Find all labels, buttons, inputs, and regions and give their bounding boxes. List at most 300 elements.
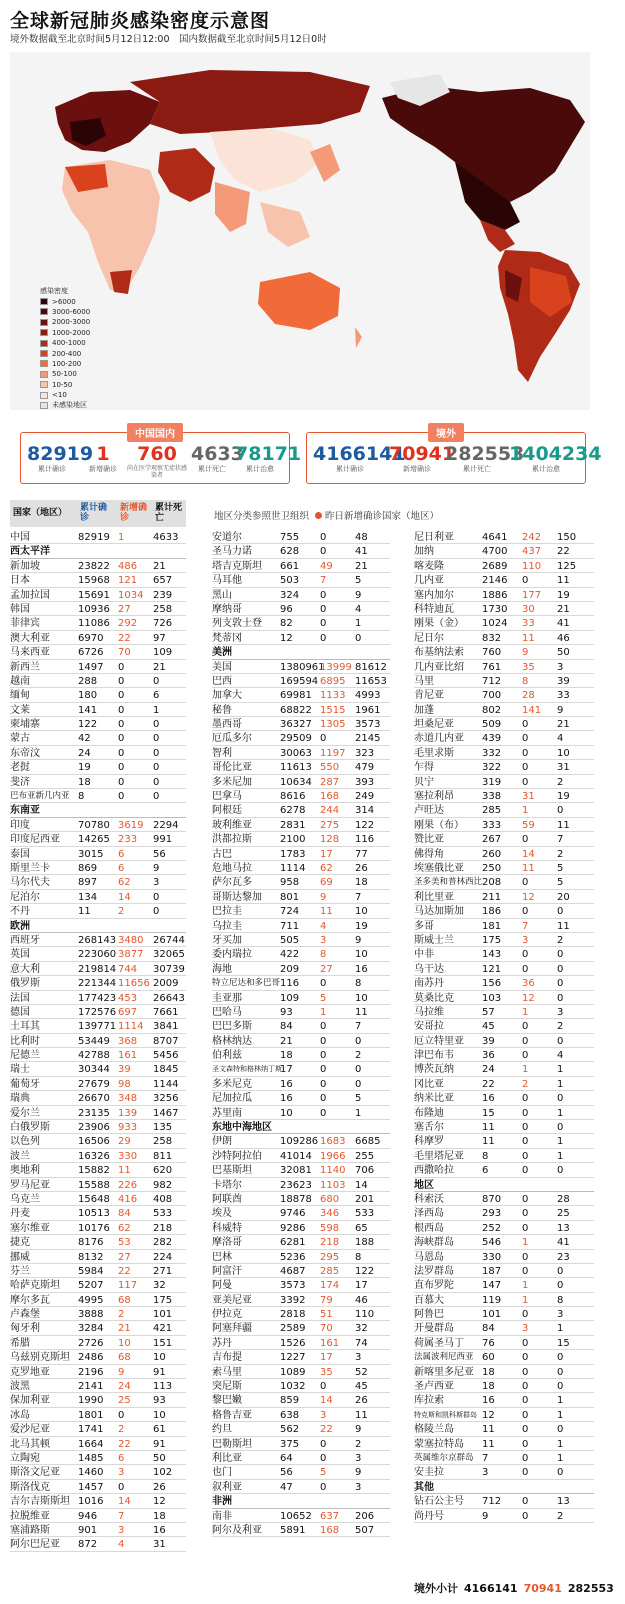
table-row	[212, 933, 390, 947]
new-cases: 62	[118, 1222, 131, 1234]
country-name: 尼泊尔	[10, 891, 40, 903]
table-row	[212, 1523, 390, 1537]
deaths: 26	[355, 862, 368, 874]
deaths: 4	[557, 1050, 564, 1062]
cumulative-cases: 832	[482, 632, 502, 644]
new-cases: 29	[118, 1136, 131, 1148]
cumulative-cases: 10513	[78, 1208, 110, 1220]
deaths: 0	[153, 747, 160, 759]
table-row	[414, 1206, 594, 1220]
country-name: 特立尼达和多巴哥	[212, 978, 281, 989]
table-row	[212, 1134, 390, 1148]
country-name: 英国	[10, 949, 30, 961]
table-row	[10, 1422, 186, 1436]
country-name: 开曼群岛	[414, 1323, 454, 1335]
deaths: 110	[355, 1309, 375, 1321]
table-row	[414, 933, 594, 947]
abroad-box-header: 境外	[428, 423, 464, 442]
deaths: 50	[153, 1453, 166, 1464]
abroad-recovered-stat: 1404234 累计治愈	[509, 443, 602, 473]
country-name: 塞浦路斯	[10, 1524, 50, 1536]
cumulative-cases: 14265	[78, 834, 110, 846]
deaths: 46	[557, 632, 570, 644]
cumulative-cases: 180	[78, 690, 98, 702]
table-row	[212, 1336, 390, 1350]
new-cases: 0	[522, 1136, 529, 1148]
country-name: 法罗群岛	[414, 1265, 454, 1277]
deaths: 33	[557, 690, 570, 702]
deaths: 13	[557, 1222, 570, 1234]
table-row	[212, 1264, 390, 1278]
country-name: 吉布提	[212, 1352, 242, 1364]
deaths: 1	[557, 1409, 564, 1421]
deaths: 2	[557, 934, 564, 946]
table-row	[10, 991, 186, 1005]
deaths: 218	[153, 1222, 173, 1234]
deaths: 4633	[153, 532, 179, 543]
section-header	[414, 1480, 594, 1494]
deaths: 3	[557, 1309, 564, 1321]
table-row	[10, 818, 186, 832]
table-row	[414, 1307, 594, 1321]
new-cases: 13999	[320, 661, 352, 673]
section-title: 东地中海地区	[212, 1122, 272, 1134]
cumulative-cases: 187	[482, 1265, 502, 1277]
deaths: 113	[153, 1381, 173, 1393]
deaths: 4993	[355, 690, 381, 702]
new-cases: 0	[522, 719, 529, 731]
table-row	[414, 1120, 594, 1134]
cumulative-cases: 19	[78, 762, 91, 774]
new-cases: 453	[118, 992, 138, 1004]
table-row	[212, 660, 390, 674]
new-cases: 348	[118, 1093, 138, 1105]
table-row	[414, 803, 594, 817]
cumulative-cases: 700	[482, 690, 502, 702]
cumulative-cases: 338	[482, 791, 502, 803]
deaths: 271	[153, 1265, 173, 1277]
cumulative-cases: 47	[280, 1481, 293, 1493]
table-row	[212, 1149, 390, 1163]
deaths: 30739	[153, 963, 185, 975]
cumulative-cases: 36	[482, 1050, 495, 1062]
new-cases: 1683	[320, 1136, 346, 1148]
deaths: 9	[153, 862, 160, 874]
cumulative-cases: 12	[280, 632, 293, 644]
table-row	[10, 588, 186, 602]
country-name: 卢森堡	[10, 1309, 40, 1321]
cumulative-cases: 53449	[78, 1035, 110, 1047]
deaths: 26	[153, 1481, 166, 1493]
cumulative-cases: 859	[280, 1395, 300, 1407]
country-name: 巴布亚新几内亚	[10, 791, 70, 802]
legend-swatch	[40, 402, 48, 409]
cumulative-cases: 509	[482, 719, 502, 731]
deaths: 9	[557, 704, 564, 716]
deaths: 2	[355, 1050, 362, 1062]
country-name: 格陵兰岛	[414, 1424, 454, 1436]
deaths: 7	[355, 1021, 362, 1033]
country-name: 爱尔兰	[10, 1107, 40, 1119]
deaths: 122	[355, 1265, 375, 1277]
table-row	[414, 544, 594, 558]
cumulative-cases: 2141	[78, 1381, 104, 1393]
cumulative-cases: 11086	[78, 618, 110, 630]
new-cases: 12	[522, 992, 535, 1004]
deaths: 8707	[153, 1035, 179, 1047]
cumulative-cases: 869	[78, 862, 98, 874]
country-name: 博茨瓦纳	[414, 1064, 454, 1076]
table-row	[212, 1235, 390, 1249]
country-name: 加蓬	[414, 704, 434, 716]
section-header	[212, 1494, 390, 1508]
country-name: 南苏丹	[414, 978, 444, 990]
cumulative-cases: 1730	[482, 603, 508, 615]
table-row	[212, 631, 390, 645]
legend-item	[40, 400, 90, 410]
new-cases: 168	[320, 791, 340, 803]
deaths: 6	[153, 690, 160, 702]
table-row	[414, 1509, 594, 1523]
new-cases: 12	[522, 891, 535, 903]
table-row	[10, 1365, 186, 1379]
country-name: 巴拉圭	[212, 906, 242, 918]
table-row	[212, 1509, 390, 1523]
country-name: 圣马力诺	[212, 546, 252, 558]
new-cases: 174	[320, 1280, 340, 1292]
table-row	[212, 688, 390, 702]
cumulative-cases: 288	[78, 675, 98, 687]
new-cases: 637	[320, 1510, 340, 1522]
cumulative-cases: 11	[78, 906, 91, 918]
cumulative-cases: 181	[482, 920, 502, 932]
deaths: 5	[355, 575, 362, 587]
table-row	[212, 1034, 390, 1048]
new-cases: 69	[320, 877, 333, 889]
deaths: 5	[557, 877, 564, 889]
country-name: 毛里塔尼亚	[414, 1150, 464, 1162]
deaths: 2	[557, 1510, 564, 1522]
deaths: 0	[557, 963, 564, 975]
country-name: 毛里求斯	[414, 747, 454, 759]
deaths: 46	[355, 1294, 368, 1306]
country-name: 新加坡	[10, 560, 40, 572]
table-row	[414, 1350, 594, 1364]
new-cases: 0	[522, 1222, 529, 1234]
deaths: 0	[153, 762, 160, 774]
deaths: 3573	[355, 719, 381, 731]
country-name: 直布罗陀	[414, 1280, 454, 1292]
new-cases: 1	[522, 1237, 529, 1249]
country-name: 伊朗	[212, 1136, 232, 1148]
new-cases: 79	[320, 1294, 333, 1306]
country-name: 黎巴嫩	[212, 1395, 242, 1407]
table-row	[212, 1422, 390, 1436]
new-cases: 275	[320, 819, 340, 831]
cumulative-cases: 260	[482, 848, 502, 860]
deaths: 0	[557, 1467, 564, 1479]
deaths: 32	[153, 1280, 166, 1292]
table-row	[212, 875, 390, 889]
country-name: 特克斯和凯科斯群岛	[414, 1410, 477, 1419]
country-name: 意大利	[10, 963, 40, 975]
table-row	[10, 1106, 186, 1120]
cumulative-cases: 4687	[280, 1265, 306, 1277]
new-cases: 0	[522, 1395, 529, 1407]
deaths: 2294	[153, 819, 179, 831]
new-cases: 242	[522, 532, 542, 543]
country-name: 伯利兹	[212, 1050, 242, 1062]
table-row	[414, 1422, 594, 1436]
table-row	[414, 1336, 594, 1350]
table-row	[10, 947, 186, 961]
cumulative-cases: 1497	[78, 661, 104, 673]
country-name: 格鲁吉亚	[212, 1409, 252, 1421]
table-row	[414, 1393, 594, 1407]
new-cases: 1	[522, 1006, 529, 1018]
new-cases: 1140	[320, 1165, 346, 1177]
cumulative-cases: 23906	[78, 1122, 110, 1134]
deaths: 620	[153, 1165, 173, 1177]
legend-label: 2000-3000	[52, 318, 91, 327]
new-cases: 161	[320, 1337, 340, 1349]
new-cases: 17	[320, 848, 333, 860]
new-cases: 49	[320, 560, 333, 572]
new-cases: 0	[320, 1093, 327, 1105]
table-column-2	[212, 530, 390, 1537]
new-cases: 0	[522, 1352, 529, 1364]
deaths: 1	[557, 1150, 564, 1162]
new-cases: 233	[118, 834, 138, 846]
new-cases: 0	[522, 747, 529, 759]
deaths: 122	[355, 819, 375, 831]
cumulative-cases: 84	[280, 1021, 293, 1033]
country-name: 苏丹	[212, 1337, 232, 1349]
new-cases: 68	[118, 1294, 131, 1306]
deaths: 1	[557, 1136, 564, 1148]
new-cases: 0	[522, 1251, 529, 1263]
deaths: 3	[355, 1453, 362, 1464]
country-name: 中非	[414, 949, 434, 961]
table-row	[414, 660, 594, 674]
country-name: 圣多美和普林西比	[414, 877, 483, 888]
table-row	[212, 760, 390, 774]
cumulative-cases: 5891	[280, 1524, 306, 1536]
new-cases: 30	[522, 603, 535, 615]
table-row	[10, 832, 186, 846]
new-cases: 8	[320, 949, 327, 961]
cumulative-cases: 143	[482, 949, 502, 961]
table-row	[10, 1250, 186, 1264]
deaths: 11653	[355, 675, 387, 687]
new-cases: 22	[320, 1424, 333, 1436]
deaths: 21	[355, 560, 368, 572]
country-name: 尼德兰	[10, 1050, 40, 1062]
country-name: 莫桑比克	[414, 992, 454, 1004]
cumulative-cases: 24	[482, 1064, 495, 1076]
table-row	[10, 1206, 186, 1220]
table-row	[414, 861, 594, 875]
table-row	[10, 1509, 186, 1523]
table-row	[212, 1005, 390, 1019]
region-note: 地区分类参照世卫组织 昨日新增确诊国家（地区）	[214, 511, 440, 522]
deaths: 982	[153, 1179, 173, 1191]
new-cases: 25	[118, 1395, 131, 1407]
new-cases: 0	[320, 1481, 327, 1493]
deaths: 3841	[153, 1021, 179, 1033]
cumulative-cases: 11	[482, 1122, 495, 1134]
new-cases: 244	[320, 805, 340, 817]
country-name: 纳米比亚	[414, 1093, 454, 1105]
cumulative-cases: 1380961	[280, 661, 325, 673]
new-cases: 0	[320, 546, 327, 558]
new-cases: 1197	[320, 747, 346, 759]
cumulative-cases: 2726	[78, 1337, 104, 1349]
cumulative-cases: 1485	[78, 1453, 104, 1464]
new-cases: 0	[320, 532, 327, 543]
deaths: 249	[355, 791, 375, 803]
new-cases: 1	[320, 1006, 327, 1018]
new-cases: 7	[320, 575, 327, 587]
deaths: 91	[153, 1366, 166, 1378]
china-new-stat: 1 新增确诊	[89, 443, 117, 473]
cumulative-cases: 1886	[482, 589, 508, 601]
legend-label: 10-50	[52, 380, 73, 389]
cumulative-cases: 209	[280, 963, 300, 975]
legend-label: 未感染地区	[52, 401, 87, 410]
new-cases: 744	[118, 963, 138, 975]
table-row	[212, 1451, 390, 1465]
new-cases: 0	[118, 1481, 125, 1493]
deaths: 77	[355, 848, 368, 860]
new-cases: 6895	[320, 675, 346, 687]
table-row	[414, 847, 594, 861]
section-header	[414, 1178, 594, 1192]
country-name: 赤道几内亚	[414, 733, 464, 745]
new-cases: 0	[118, 1409, 125, 1421]
section-title: 西太平洋	[10, 546, 50, 558]
new-cases: 0	[522, 1193, 529, 1205]
country-name: 利比亚	[212, 1453, 242, 1464]
country-name: 海峡群岛	[414, 1237, 454, 1249]
country-name: 塞内加尔	[414, 589, 454, 601]
new-cases: 128	[320, 834, 340, 846]
new-cases: 3	[320, 934, 327, 946]
cumulative-cases: 82	[280, 618, 293, 630]
new-cases: 27	[118, 1251, 131, 1263]
cumulative-cases: 2589	[280, 1323, 306, 1335]
cumulative-cases: 1024	[482, 618, 508, 630]
table-row	[414, 947, 594, 961]
new-cases: 3	[522, 934, 529, 946]
legend-item	[40, 307, 90, 317]
deaths: 1845	[153, 1064, 179, 1076]
country-name: 哥斯达黎加	[212, 891, 262, 903]
country-name: 马来西亚	[10, 647, 50, 659]
deaths: 41	[557, 1237, 570, 1249]
table-row	[212, 530, 390, 544]
new-cases: 287	[320, 776, 340, 788]
new-cases: 14	[320, 1395, 333, 1407]
deaths: 17	[355, 1280, 368, 1292]
deaths: 26744	[153, 934, 185, 946]
deaths: 1	[355, 1107, 362, 1119]
new-cases: 9	[320, 891, 327, 903]
new-cases: 1	[522, 1294, 529, 1306]
deaths: 11	[557, 819, 570, 831]
cumulative-cases: 2100	[280, 834, 306, 846]
country-name: 斯里兰卡	[10, 862, 50, 874]
cumulative-cases: 10634	[280, 776, 312, 788]
world-map	[10, 52, 590, 410]
country-name: 布隆迪	[414, 1107, 444, 1119]
deaths: 188	[355, 1237, 375, 1249]
cumulative-cases: 1741	[78, 1424, 104, 1436]
new-cases: 11656	[118, 978, 150, 990]
country-name: 玻利维亚	[212, 819, 252, 831]
country-name: 印度	[10, 819, 30, 831]
cumulative-cases: 712	[482, 675, 502, 687]
deaths: 11	[557, 920, 570, 932]
section-title: 其他	[414, 1481, 434, 1493]
table-row	[212, 803, 390, 817]
country-name: 罗马尼亚	[10, 1179, 50, 1191]
table-row	[414, 1005, 594, 1019]
legend-swatch	[40, 392, 48, 399]
section-title: 地区	[414, 1179, 434, 1191]
deaths: 533	[355, 1208, 375, 1220]
cumulative-cases: 116	[280, 978, 300, 990]
deaths: 0	[355, 1035, 362, 1047]
table-row	[212, 746, 390, 760]
deaths: 31	[557, 762, 570, 774]
new-cases: 0	[522, 949, 529, 961]
deaths: 14	[355, 1179, 368, 1191]
country-name: 牙买加	[212, 934, 242, 946]
country-name: 阿曼	[212, 1280, 232, 1292]
deaths: 258	[153, 1136, 173, 1148]
table-row	[212, 1307, 390, 1321]
deaths: 26	[355, 1395, 368, 1407]
country-name: 阿尔及利亚	[212, 1524, 262, 1536]
cumulative-cases: 121	[482, 963, 502, 975]
deaths: 41	[355, 546, 368, 558]
table-row	[10, 1451, 186, 1465]
cumulative-cases: 1783	[280, 848, 306, 860]
new-cases: 0	[522, 1366, 529, 1378]
new-cases: 4	[320, 920, 327, 932]
table-row	[414, 703, 594, 717]
new-cases: 218	[320, 1237, 340, 1249]
table-row	[10, 1034, 186, 1048]
cumulative-cases: 3	[482, 1467, 489, 1479]
country-name: 越南	[10, 675, 30, 687]
table-row	[10, 1437, 186, 1451]
country-name: 格林纳达	[212, 1035, 252, 1047]
table-row	[212, 717, 390, 731]
new-cases: 598	[320, 1222, 340, 1234]
deaths: 21	[557, 719, 570, 731]
deaths: 21	[153, 560, 166, 572]
cumulative-cases: 9	[482, 1510, 489, 1522]
deaths: 0	[557, 978, 564, 990]
table-row	[414, 573, 594, 587]
legend-swatch	[40, 298, 48, 305]
table-row	[10, 789, 186, 803]
table-row	[414, 832, 594, 846]
cumulative-cases: 211	[482, 891, 502, 903]
table-row	[10, 1393, 186, 1407]
